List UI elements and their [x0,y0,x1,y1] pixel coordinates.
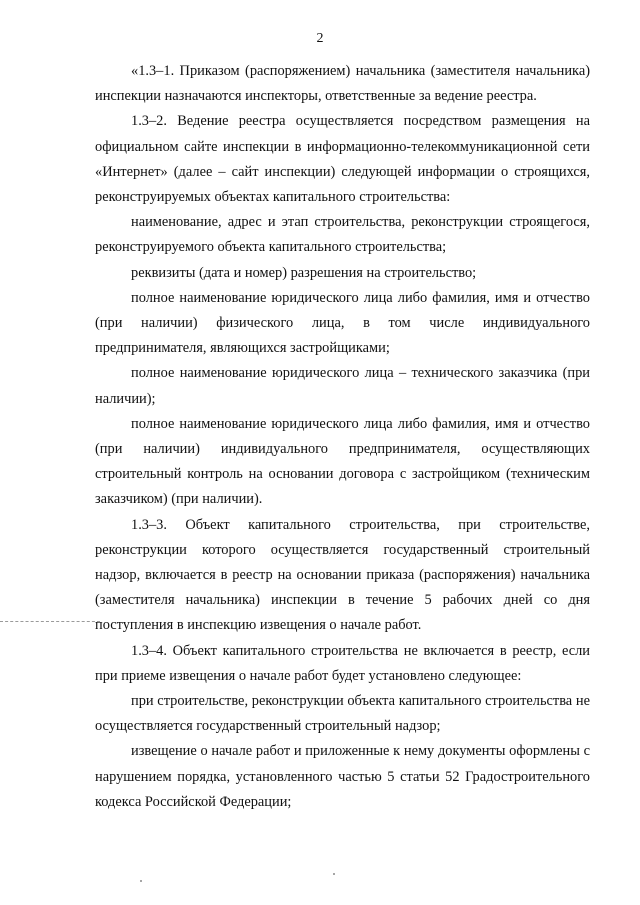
list-item-no-supervision: при строительстве, реконструкции объекта капитального строительства не осуществляется государственный строительный надзор; [95,693,590,735]
document-body [95,59,590,815]
scan-artifact-line [0,621,100,622]
paragraph-1-3-3: 1.3–3. Объект капитального строительства, при строительстве, реконструкции которого осуществляется государственный строительный надзор, включается в реестр на основании приказа (распоряжения) начальника (заместителя начальника) инспекции в течение 5 рабочих дней со дня поступления в инспекцию извещения о начале работ. [95,516,590,634]
list-item-permit-details: реквизиты (дата и номер) разрешения на строительство; [131,264,477,281]
paragraph-1-3-1: «1.3–1. Приказом (распоряжением) начальника (заместителя начальника) инспекции назначаются инспекторы, ответственные за ведение реестра. [95,63,590,105]
list-item-developer: полное наименование юридического лица либо фамилия, имя и отчество (при наличии) физического лица, в том числе индивидуального предпринимателя, являющихся застройщиками; [95,289,590,357]
paragraph-1-3-2: 1.3–2. Ведение реестра осуществляется посредством размещения на официальном сайте инспекции в информационно-телекоммуникационной сети «Интернет» (далее – сайт инспекции) следующей информации о строящихся, реконструируемых объектах капитального строительства: [95,113,590,206]
scan-artifact-dot [140,880,142,882]
list-item-notice-violation: извещение о начале работ и приложенные к нему документы оформлены с нарушением порядка, установленного частью 5 статьи 52 Градостроительного кодекса Российской Федерации; [95,743,590,810]
page-number: 2 [316,31,324,46]
paragraph-1-3-4: 1.3–4. Объект капитального строительства не включается в реестр, если при приеме извещения о начале работ будет установлено следующее: [95,642,590,684]
list-item-technical-customer: полное наименование юридического лица – технического заказчика (при наличии); [95,365,590,407]
list-item-construction-control: полное наименование юридического лица либо фамилия, имя и отчество (при наличии) индивидуального предпринимателя, осуществляющих строительный контроль на основании договора с застройщиком (техническим заказчиком) (при наличии). [95,415,590,508]
scan-artifact-dot [333,873,335,875]
list-item-name-address: наименование, адрес и этап строительства, реконструкции строящегося, реконструируемого объекта капитального строительства; [95,214,590,256]
